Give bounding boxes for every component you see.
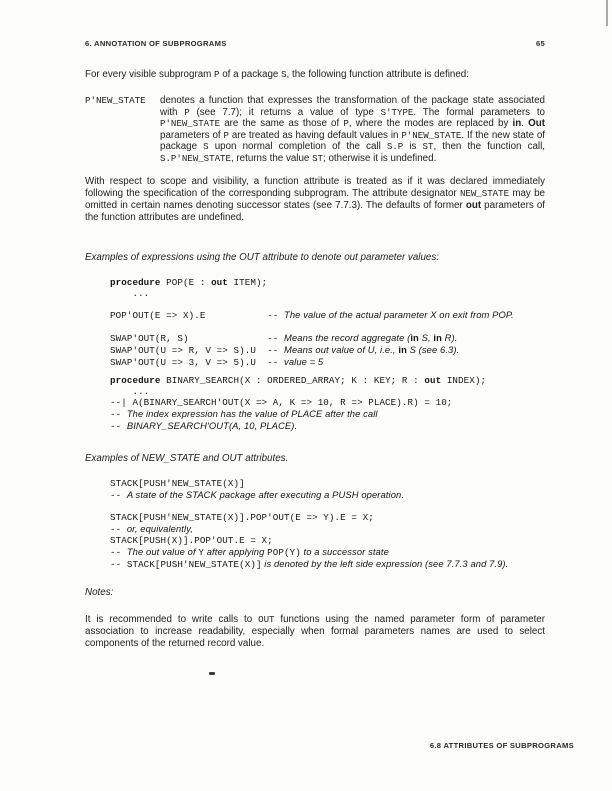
attribute-term: P'NEW_STATE <box>85 95 146 106</box>
intro-paragraph: For every visible subprogram P of a package S, the following function attribute is defined: <box>85 69 469 80</box>
page-content <box>85 0 545 650</box>
running-header <box>85 0 545 48</box>
code-pop-out-example: POP'OUT(E => X).E -- The value of the actual parameter X on exit from POP. <box>110 309 514 321</box>
scan-artifact-dash <box>209 672 215 675</box>
code-swap-examples: SWAP'OUT(R, S) -- Means the record aggregate (in S, in R). SWAP'OUT(U => R, V => S).U -- Means out value of U, i.e., in S (see 6.3). SWAP'OUT(U => 3, V => 5).U -- value = 5 <box>110 332 460 368</box>
code-binary-search-example: procedure BINARY_SEARCH(X : ORDERED_ARRAY; K : KEY; R : out INDEX); ... --| A(BINARY_SEARCH'OUT(X => A, K => 10, R => PLACE).R) = 10; -- The index expression has the value of PLACE after the call -- BINARY_SEARCH'OUT(A, 10, PLACE). <box>110 375 487 432</box>
scope-visibility-paragraph: With respect to scope and visibility, a function attribute is treated as if it was declared immediately following the specification of the corresponding subprogram. The attribute designator NEW_STATE may be omitted in certain names denoting successor states (see 7.7.3). The defaults of former out parameters of the function attributes are undefined. <box>85 176 545 223</box>
attribute-definition-text: denotes a function that expresses the transformation of the package state associated with P (see 7.7); it returns a value of type S'TYPE. The formal parameters to P'NEW_STATE are the same as those of P, where the modes are replaced by in. Out parameters of P are treated as having default values in P'NEW_STATE. If the new state of package S upon normal completion of the call S.P is ST, then the function call, S.P'NEW_STATE, returns the value ST; otherwise it is undefined. <box>160 95 546 164</box>
scan-artifact-edge <box>606 0 608 26</box>
code-pop-declaration: procedure POP(E : out ITEM); ... <box>110 277 268 299</box>
code-stack-equivalence-example: STACK[PUSH'NEW_STATE(X)].POP'OUT(E => Y).E = X; -- or, equivalently, STACK[PUSH(X)].POP'OUT.E = X; -- The out value of Y after applying POP(Y) to a successor state -- STACK[PUSH'NEW_STATE(X)] is denoted by the left side expression (see 7.7.3 and 7.9). <box>110 512 509 570</box>
examples-out-caption: Examples of expressions using the OUT attribute to denote out parameter values: <box>85 252 439 263</box>
attribute-definition-block <box>85 95 545 164</box>
notes-paragraph: It is recommended to write calls to OUT functions using the named parameter form of parameter association to increase readability, especially when formal parameters names are used to select components of the returned record value. <box>85 614 545 649</box>
page-number: 65 <box>535 39 545 48</box>
examples-new-state-caption: Examples of NEW_STATE and OUT attributes. <box>85 453 289 464</box>
page-footer: 6.8 ATTRIBUTES OF SUBPROGRAMS <box>429 741 574 750</box>
running-header-title: 6. ANNOTATION OF SUBPROGRAMS <box>85 39 227 48</box>
notes-label: Notes: <box>85 587 114 598</box>
code-stack-state-example: STACK[PUSH'NEW_STATE(X)] -- A state of the STACK package after executing a PUSH operation. <box>110 478 405 501</box>
